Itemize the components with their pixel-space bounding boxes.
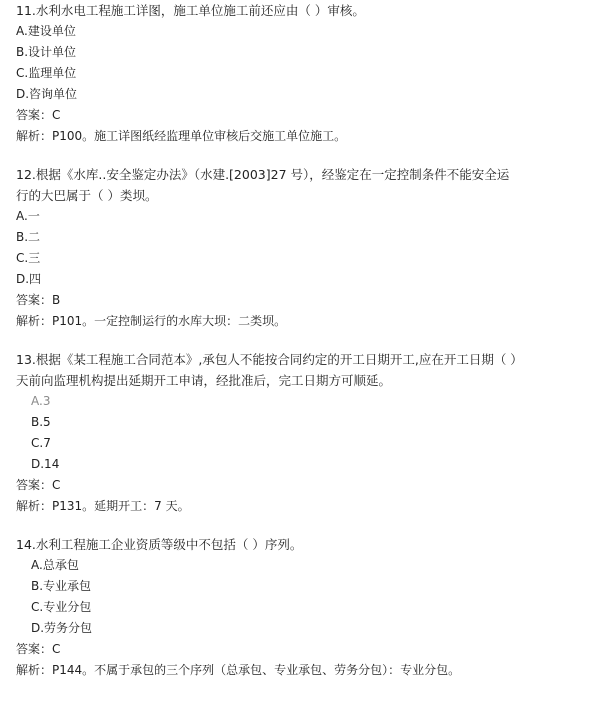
question-block-11 — [16, 0, 606, 147]
option-d: D.咨询单位 — [16, 87, 78, 101]
analysis: 解析：P100。施工详图纸经监理单位审核后交施工单位施工。 — [16, 129, 347, 143]
option-a: A.一 — [16, 209, 40, 223]
option-b: B.设计单位 — [16, 45, 77, 59]
option-a: A.3 — [31, 394, 51, 408]
option-b: B.二 — [16, 230, 41, 244]
spacer — [16, 517, 606, 534]
option-d: D.四 — [16, 272, 42, 286]
question-block-13 — [16, 349, 606, 517]
question-stem: 11.水利水电工程施工详图，施工单位施工前还应由（ ）审核。 — [16, 3, 365, 18]
option-b: B.专业承包 — [31, 579, 92, 593]
question-block-14 — [16, 534, 606, 681]
option-c: C.7 — [31, 436, 51, 450]
analysis: 解析：P144。不属于承包的三个序列（总承包、专业承包、劳务分包）：专业分包。 — [16, 663, 461, 677]
question-stem: 13.根据《某工程施工合同范本》,承包人不能按合同约定的开工日期开工,应在开工日期（ ） — [16, 352, 523, 367]
question-stem-continued: 天前向监理机构提出延期开工申请，经批准后，完工日期方可顺延。 — [16, 373, 392, 388]
answer: 答案：C — [16, 478, 61, 492]
answer: 答案：C — [16, 642, 61, 656]
answer: 答案：B — [16, 293, 61, 307]
question-stem: 12.根据《水库..安全鉴定办法》（水建.[2003]27 号），经鉴定在一定控制条件不能安全运 — [16, 167, 510, 182]
option-d: D.劳务分包 — [31, 621, 93, 635]
spacer — [16, 147, 606, 164]
option-d: D.14 — [31, 457, 60, 471]
spacer — [16, 332, 606, 349]
exam-page — [16, 0, 606, 681]
option-a: A.总承包 — [31, 558, 79, 572]
option-c: C.专业分包 — [31, 600, 92, 614]
question-stem-continued: 行的大巴属于（ ）类坝。 — [16, 188, 158, 203]
answer: 答案：C — [16, 108, 61, 122]
analysis: 解析：P131。延期开工：7 天。 — [16, 499, 190, 513]
question-stem: 14.水利工程施工企业资质等级中不包括（ ）序列。 — [16, 537, 303, 552]
option-c: C.三 — [16, 251, 41, 265]
option-c: C.监理单位 — [16, 66, 77, 80]
analysis: 解析：P101。一定控制运行的水库大坝：二类坝。 — [16, 314, 287, 328]
option-a: A.建设单位 — [16, 24, 76, 38]
question-block-12 — [16, 164, 606, 332]
option-b: B.5 — [31, 415, 51, 429]
